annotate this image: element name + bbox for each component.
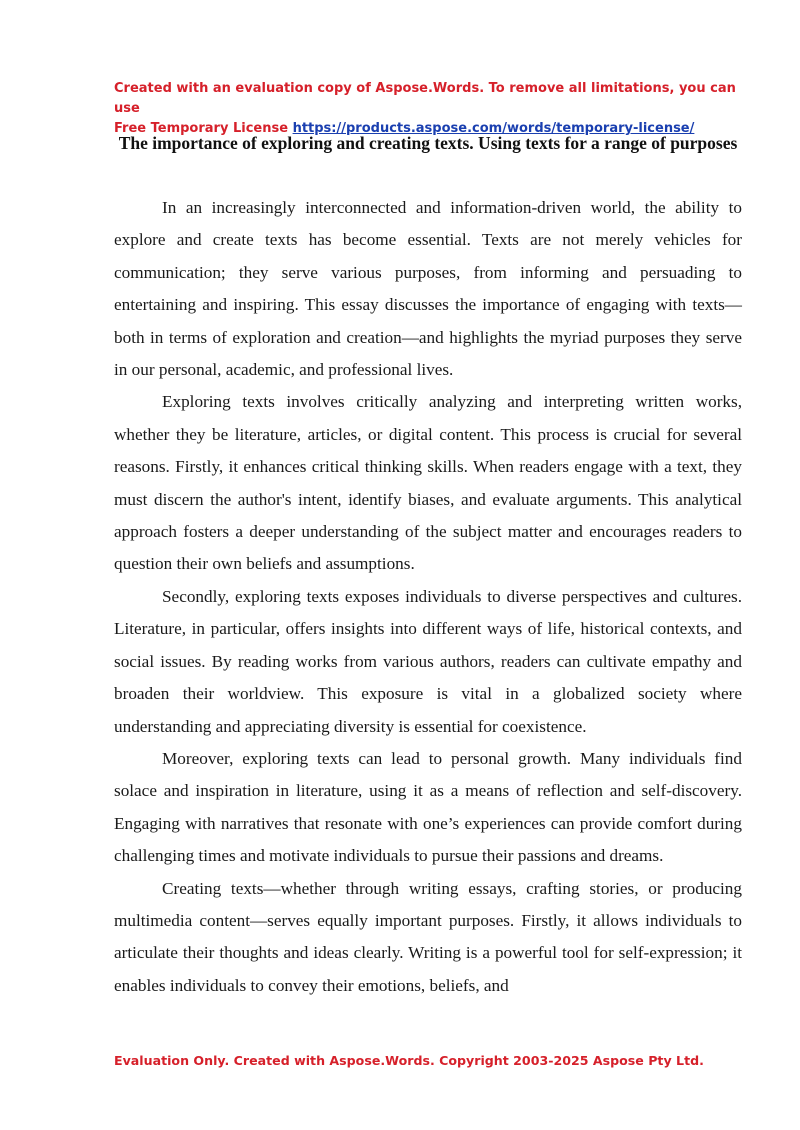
body-paragraph-2: Exploring texts involves critically analyzing and interpreting written works, whether they be literature, articles, or digital content. This process is crucial for several reasons. Firstly, it enhances critical thinking skills. When readers engage with a text, they must discern the author's intent, identify biases, and evaluate arguments. This analytical approach fosters a deeper understanding of the subject matter and encourages readers to question their own beliefs and assumptions.	[114, 392, 742, 574]
body-paragraph-5: Creating texts—whether through writing essays, crafting stories, or producing multimedia content—serves equally important purposes. Firstly, it allows individuals to articulate their thoughts and ideas clearly. Writing is a powerful tool for self-expression; it enables individuals to convey their emotions, beliefs, and	[114, 878, 742, 995]
body-paragraph-4: Moreover, exploring texts can lead to personal growth. Many individuals find solace and inspiration in literature, using it as a means of reflection and self-discovery. Engaging with narratives that resonate with one’s experiences can provide comfort during challenging times and motivate individuals to pursue their passions and dreams.	[114, 748, 742, 866]
document-title: The importance of exploring and creating texts. Using texts for a range of purposes	[118, 133, 738, 153]
evaluation-notice-license-label: Free Temporary License	[114, 121, 293, 136]
body-paragraph-3: Secondly, exploring texts exposes individuals to diverse perspectives and cultures. Literature, in particular, offers insights into different ways of life, historical contexts, and social issues. By reading works from various authors, readers can cultivate empathy and broaden their worldview. This exposure is vital in a globalized society where understanding and appreciating diversity is essential for coexistence.	[114, 586, 742, 736]
evaluation-footer: Evaluation Only. Created with Aspose.Words. Copyright 2003-2025 Aspose Pty Ltd.	[114, 1053, 704, 1068]
document-body	[114, 192, 742, 1002]
temporary-license-link[interactable]: https://products.aspose.com/words/temporary-license/	[292, 121, 695, 136]
evaluation-notice-line1: Created with an evaluation copy of Aspose.Words. To remove all limitations, you can use	[114, 81, 736, 116]
body-paragraph-1: In an increasingly interconnected and information-driven world, the ability to explore and create texts has become essential. Texts are not merely vehicles for communication; they serve various purposes, from informing and persuading to entertaining and inspiring. This essay discusses the importance of engaging with texts—both in terms of exploration and creation—and highlights the myriad purposes they serve in our personal, academic, and professional lives.	[114, 198, 742, 380]
